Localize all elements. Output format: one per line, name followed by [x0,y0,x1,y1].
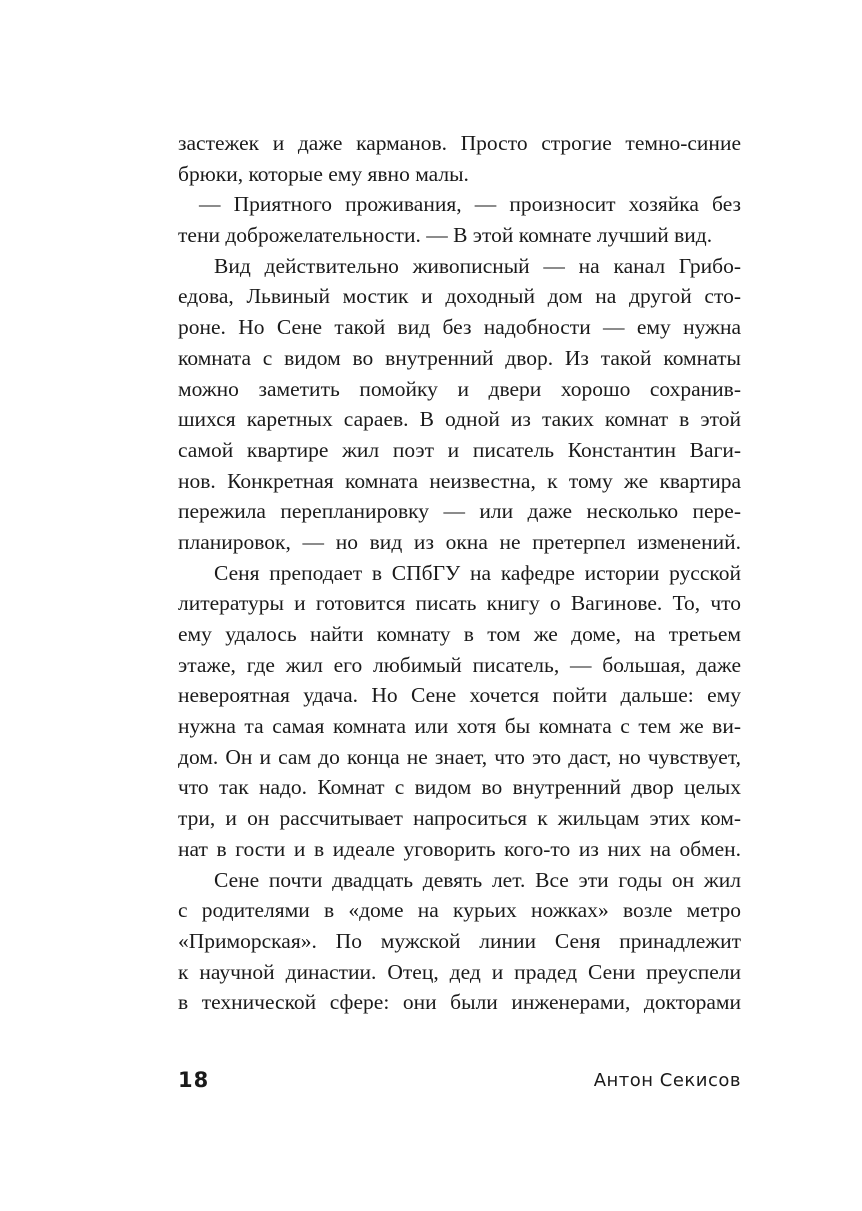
running-author: Антон Секисов [593,1070,741,1091]
text-line: с родителями в «доме на курьих ножках» возле метро [178,898,741,923]
text-line: роне. Но Сене такой вид без надобности — ему нужна [178,315,741,340]
text-line: «Приморская». По мужской линии Сеня принадлежит [178,928,741,953]
text-line: нов. Конкретная комната неизвестна, к тому же квартира [178,468,741,493]
text-line: планировок, — но вид из окна не претерпел изменений. [178,529,741,554]
text-line: застежек и даже карманов. Просто строгие темно-синие [178,131,741,155]
text-line: тени доброжелательности. — В этой комнате лучший вид. [178,223,713,248]
text-line: невероятная удача. Но Сене хочется пойти дальше: ему [178,683,741,708]
text-line: Сене почти двадцать девять лет. Все эти годы он жил [214,867,741,892]
page-footer [178,1068,741,1098]
text-line: брюки, которые ему явно малы. [178,161,469,186]
text-line: Вид действительно живописный — на канал Грибо- [214,253,741,278]
text-line: в технической сфере: они были инженерами, докторами [178,990,741,1015]
text-line: к научной династии. Отец, дед и прадед Сени преуспели [178,959,741,984]
text-line: этаже, где жил его любимый писатель, — большая, даже [178,652,741,677]
text-line: нужна та самая комната или хотя бы комната с тем же ви- [178,714,741,739]
text-line: самой квартире жил поэт и писатель Константин Ваги- [178,437,741,462]
text-line: три, и он рассчитывает напроситься к жильцам этих ком- [178,806,741,831]
text-line: комната с видом во внутренний двор. Из такой комнаты [178,345,741,370]
page-number: 18 [178,1068,210,1092]
text-line: дом. Он и сам до конца не знает, что это даст, но чувствует, [178,744,741,769]
text-line: — Приятного проживания, — произносит хозяйка без [199,192,741,217]
body-text [178,128,741,1018]
text-line: пережила перепланировку — или даже несколько пере- [178,499,741,524]
text-line: что так надо. Комнат с видом во внутренний двор целых [178,775,741,800]
text-line: литературы и готовится писать книгу о Вагинове. То, что [178,591,741,616]
text-line: Сеня преподает в СПбГУ на кафедре истории русской [214,560,741,585]
text-line: нат в гости и в идеале уговорить кого-то из них на обмен. [178,836,741,861]
text-line: ему удалось найти комнату в том же доме, на третьем [178,622,741,646]
text-line: шихся каретных сараев. В одной из таких комнат в этой [178,407,741,432]
text-line: можно заметить помойку и двери хорошо сохранив- [178,376,741,401]
text-line: едова, Львиный мостик и доходный дом на другой сто- [178,284,741,309]
